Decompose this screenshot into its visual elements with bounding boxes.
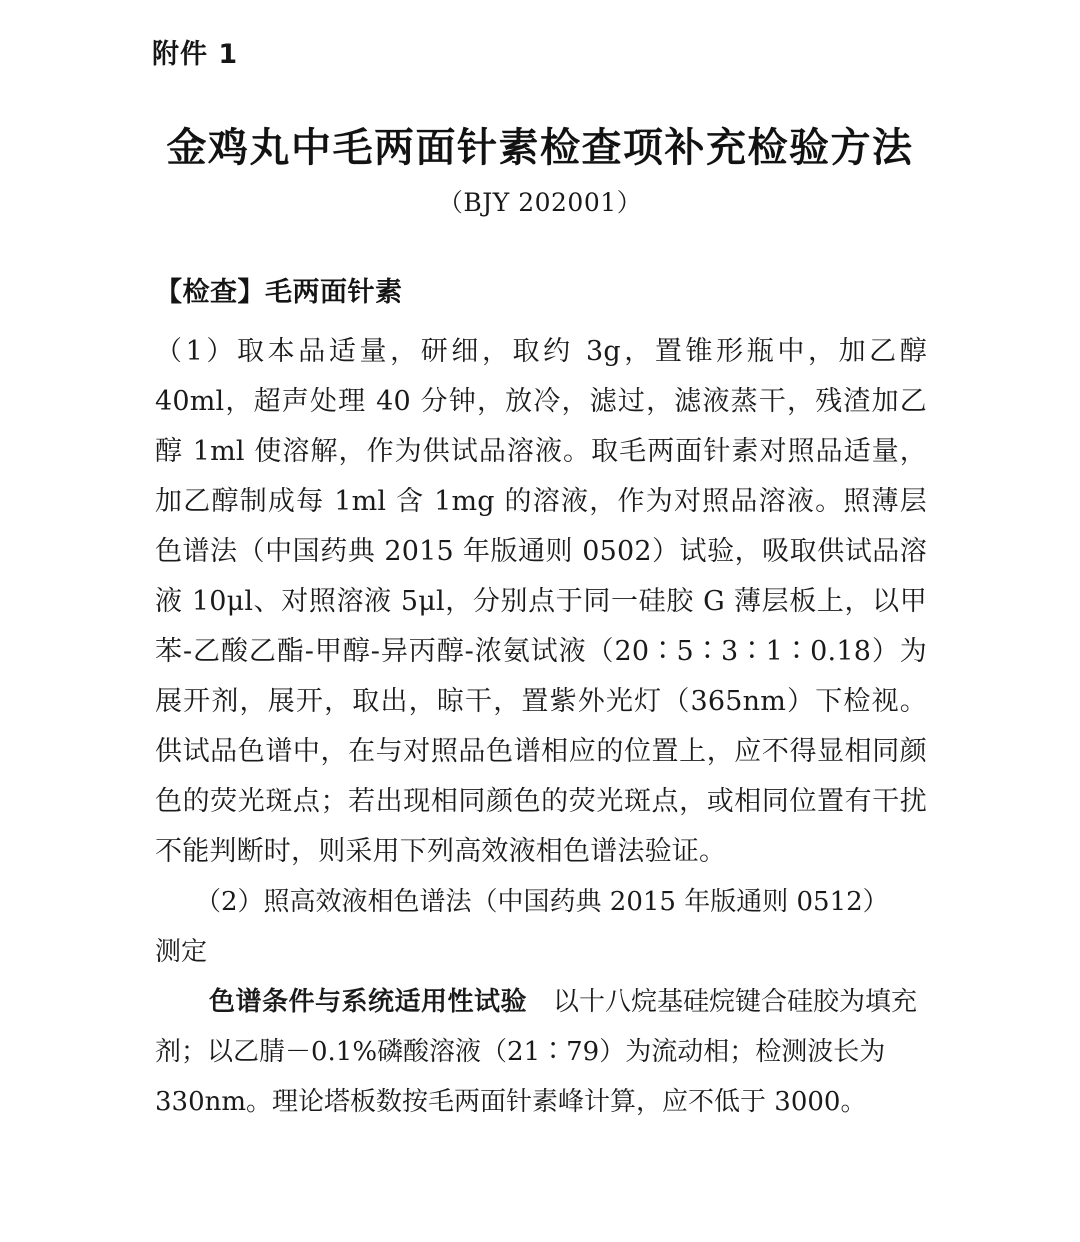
subheading-chromatographic-conditions: 色谱条件与系统适用性试验 (209, 987, 528, 1017)
attachment-label: 附件 1 (152, 39, 239, 70)
paragraph-tlc-method: （1）取本品适量，研细，取约 3g，置锥形瓶中，加乙醇 40ml，超声处理 40 分钟，放冷，滤过，滤液蒸干，残渣加乙醇 1ml 使溶解，作为供试品溶液。取毛两面针素对照品适量，加乙醇制成每 1ml 含 1mg 的溶液，作为对照品溶液。照薄层色谱法（中国药典 2015 年版通则 0502）试验，吸取供试品溶液 10μl、对照溶液 5μl，分别点于同一硅胶 G 薄层板上，以甲苯-乙酸乙酯-甲醇-异丙醇-浓氨试液（20∶5∶3∶1∶0.18）为展开剂，展开，取出，晾干，置紫外光灯（365nm）下检视。供试品色谱中，在与对照品色谱相应的位置上，应不得显相同颜色的荧光斑点；若出现相同颜色的荧光斑点，或相同位置有干扰不能判断时，则采用下列高效液相色谱法验证。 (155, 336, 927, 867)
page-title: 金鸡丸中毛两面针素检查项补充检验方法 (166, 125, 914, 171)
paragraph-hplc-intro-line1: （2）照高效液相色谱法（中国药典 2015 年版通则 0512） (195, 887, 889, 917)
paragraph-hplc-intro-line2: 测定 (155, 937, 208, 967)
chromatographic-conditions-text: 以十八烷基硅烷键合硅胶为填充剂；以乙腈－0.1%磷酸溶液（21∶79）为流动相；检测波长为 330nm。理论塔板数按毛两面针素峰计算，应不低于 3000。 (155, 987, 918, 1117)
document-body (155, 270, 927, 1127)
section-heading-inspection: 【检查】毛两面针素 (155, 277, 403, 308)
paragraph-chromatographic-conditions (155, 977, 927, 1127)
document-code-subtitle: （BJY 202001） (437, 188, 643, 217)
